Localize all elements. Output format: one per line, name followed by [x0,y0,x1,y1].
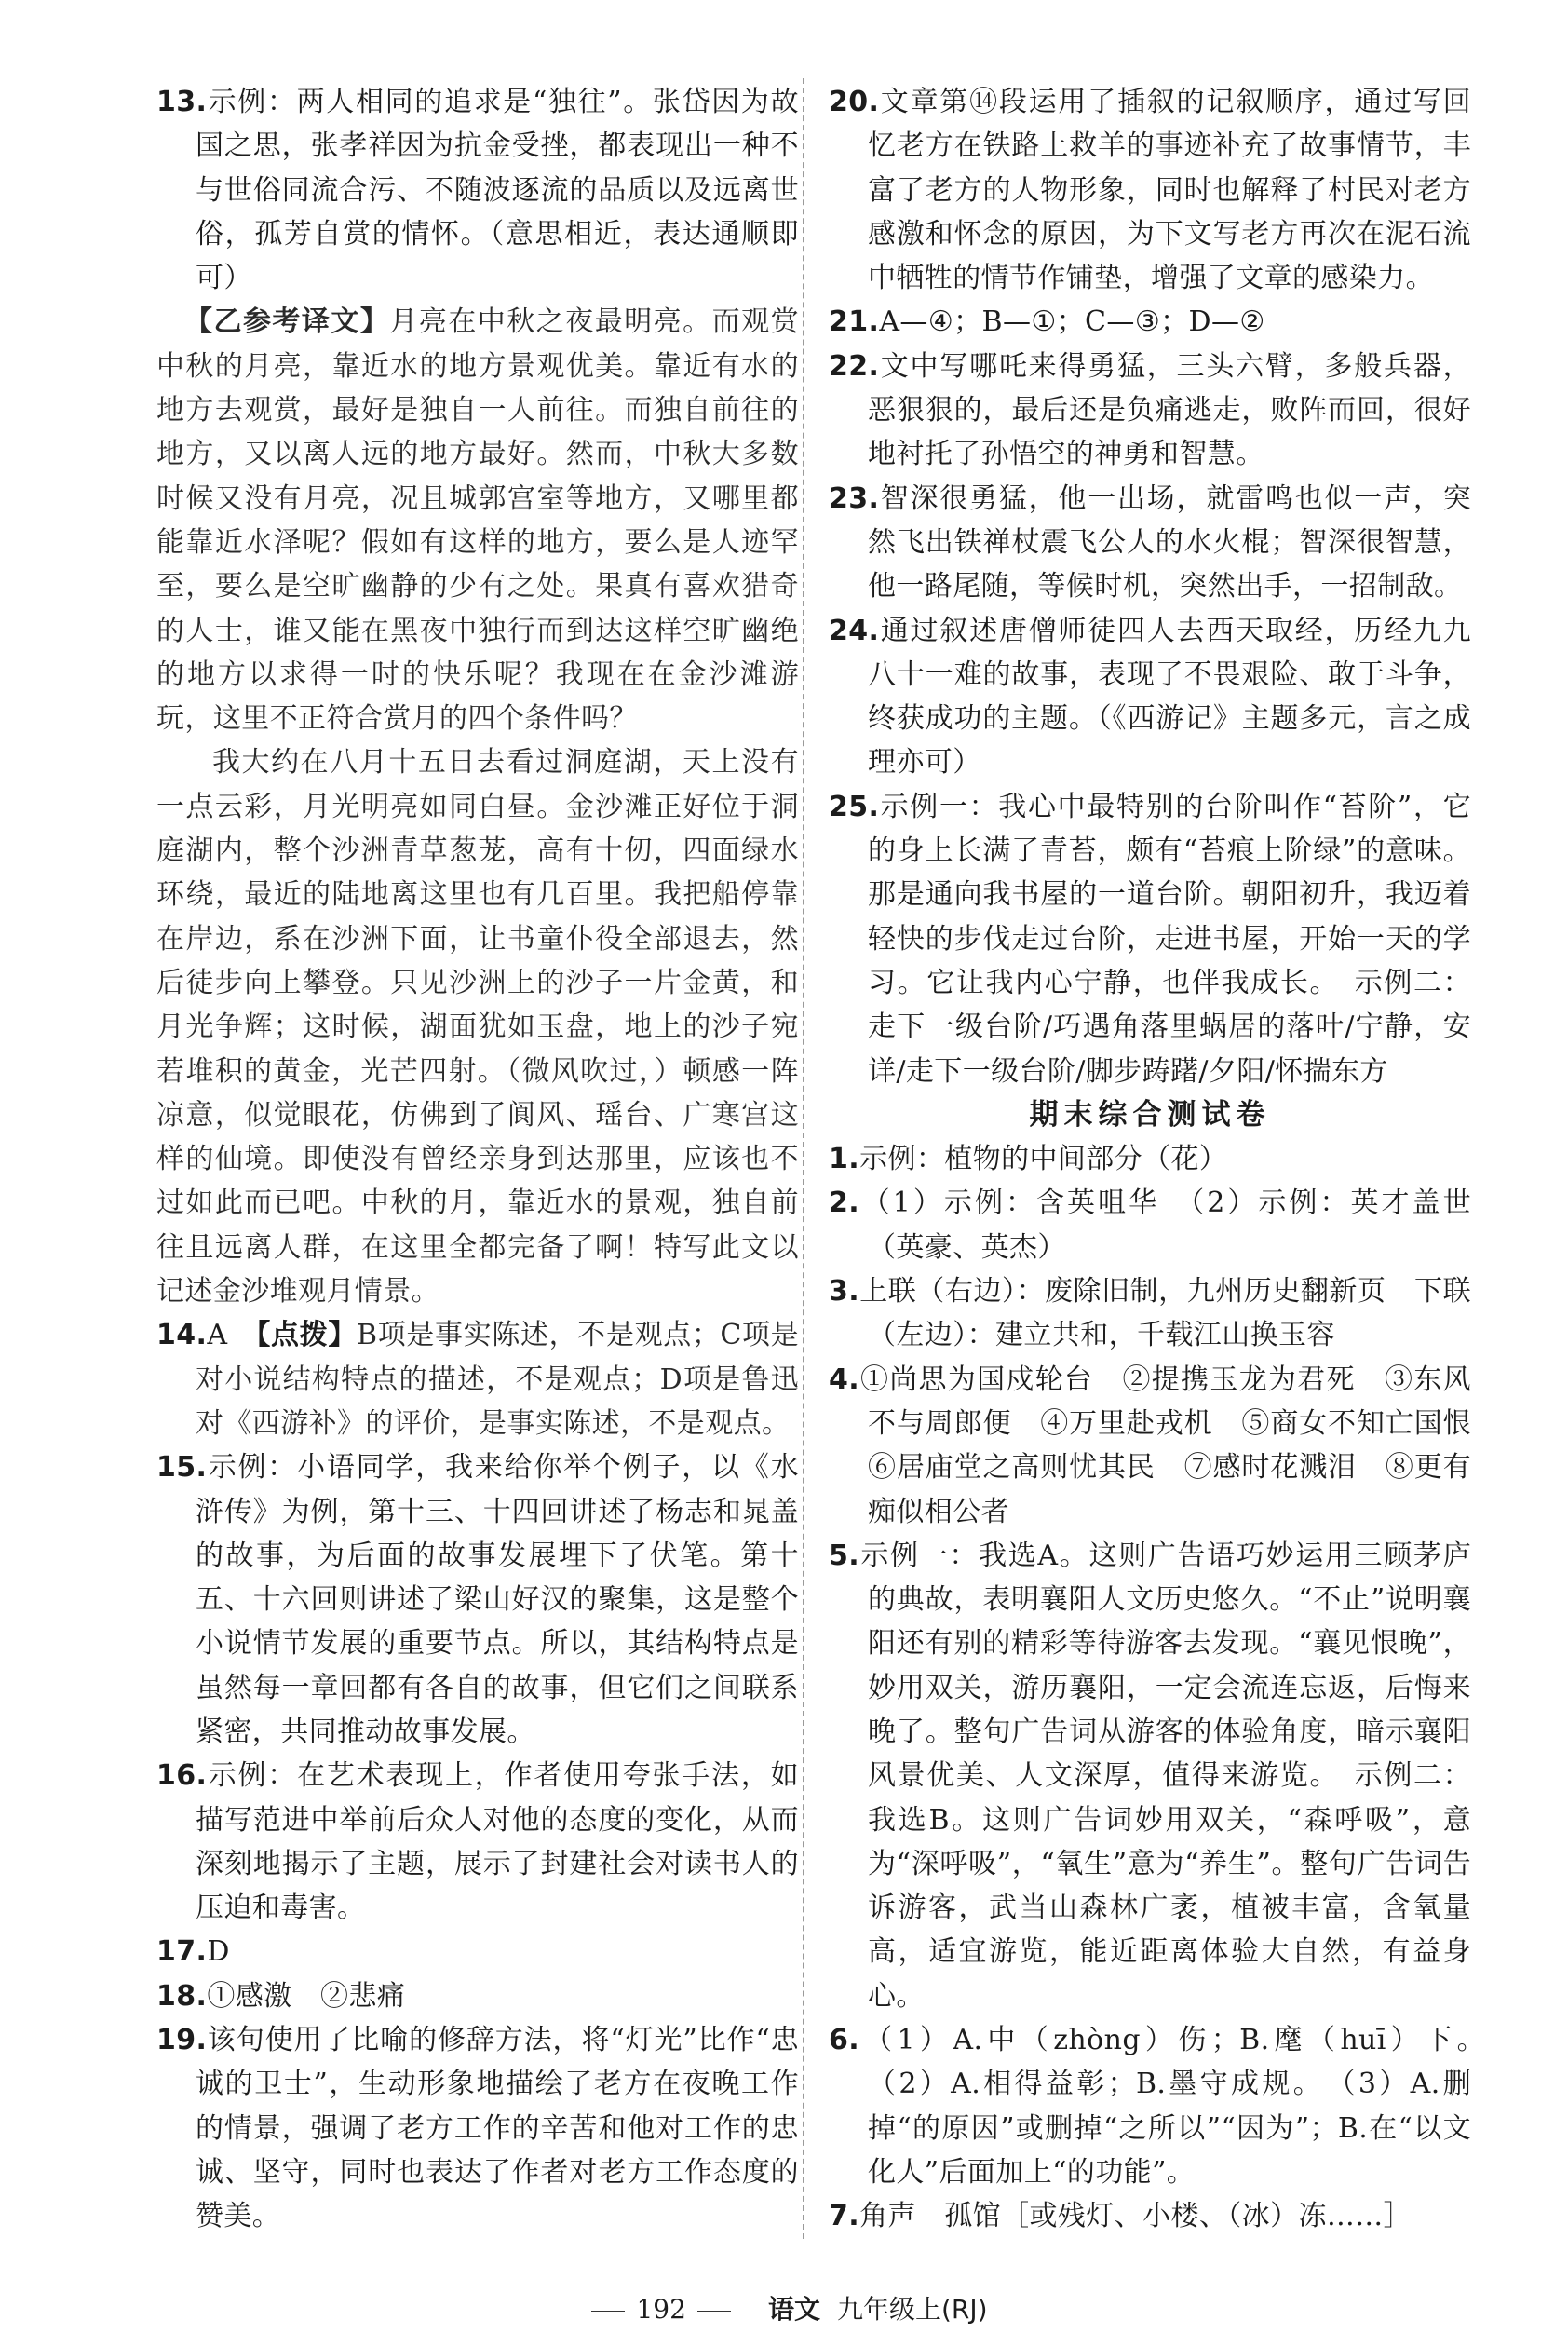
page-number: 192 [636,2294,686,2325]
footer-dash-left [591,2311,625,2312]
answer-19: 19.该句使用了比喻的修辞方法，将“灯光”比作“忠诚的卫士”，生动形象地描绘了老方在夜晚工作的情景，强调了老方工作的辛苦和他对工作的忠诚、坚守，同时也表达了作者对老方工作态度的赞美。 [156,2024,799,2233]
final-answer-7: 7.角声 孤馆［或残灯、小楼、（冰）冻……］ [829,2200,1413,2233]
footer-subject: 语文 [767,2294,820,2325]
translation-paragraph-2: 我大约在八月十五日去看过洞庭湖，天上没有一点云彩，月光明亮如同白昼。金沙滩正好位于洞庭湖内，整个沙洲青草葱茏，高有十仞，四面绿水环绕，最近的陆地离这里也有几百里。我把船停靠在岸边，系在沙洲下面，让书童仆役全部退去，然后徒步向上攀登。只见沙洲上的沙子一片金黄，和月光争辉；这时候，湖面犹如玉盘，地上的沙子宛若堆积的黄金，光芒四射。（微风吹过，）顿感一阵凉意，似觉眼花，仿佛到了阆风、瑶台、广寒宫这样的仙境。即使没有曾经亲身到达那里，应该也不过如此而已吧。中秋的月，靠近水的景观，独自前往且远离人群，在这里全都完备了啊！特写此文以记述金沙堆观月情景。 [156,746,799,1309]
answer-17: 17.D [156,1935,230,1969]
answer-18: 18.①感激 ②悲痛 [156,1979,406,2013]
answer-20: 20.文章第⑭段运用了插叙的记叙顺序，通过写回忆老方在铁路上救羊的事迹补充了故事情节，丰富了老方的人物形象，同时也解释了村民对老方感激和怀念的原因，为下文写老方再次在泥石流中牺牲的情节作铺垫，增强了文章的感染力。 [829,86,1471,295]
answer-14: 14.A 【点拨】B项是事实陈述，不是观点；C项是对小说结构特点的描述，不是观点；D项是鲁迅对《西游补》的评价，是事实陈述，不是观点。 [156,1319,799,1440]
answer-16: 16.示例：在艺术表现上，作者使用夸张手法，如描写范进中举前后众人对他的态度的变化，从而深刻地揭示了主题，展示了封建社会对读书人的压迫和毒害。 [156,1759,799,1925]
section-title: 期末综合测试卷 [1029,1097,1271,1132]
answer-23: 23.智深很勇猛，他一出场，就雷鸣也似一声，突然飞出铁禅杖震飞公人的水火棍；智深很智慧，他一路尾随，等候时机，突然出手，一招制敌。 [829,482,1471,604]
answer-22: 22.文中写哪吒来得勇猛，三头六臂，多般兵器，恶狠狠的，最后还是负痛逃走，败阵而回，很好地衬托了孙悟空的神勇和智慧。 [829,349,1471,471]
answer-13: 13.示例：两人相同的追求是“独往”。张岱因为故国之思，张孝祥因为抗金受挫，都表现出一种不与世俗同流合污、不随波逐流的品质以及远离世俗，孤芳自赏的情怀。（意思相近，表达通顺即可） [156,86,799,295]
footer-grade: 九年级上(RJ) [836,2294,988,2325]
answer-24: 24.通过叙述唐僧师徒四人去西天取经，历经九九八十一难的故事，表现了不畏艰险、敢于斗争，终获成功的主题。（《西游记》主题多元，言之成理亦可） [829,614,1471,780]
answer-15: 15.示例：小语同学，我来给你举个例子，以《水浒传》为例，第十三、十四回讲述了杨志和晁盖的故事，为后面的故事发展埋下了伏笔。第十五、十六回则讲述了梁山好汉的聚集，这是整个小说情节发展的重要节点。所以，其结构特点是虽然每一章回都有各自的故事，但它们之间联系紧密，共同推动故事发展。 [156,1451,799,1748]
final-answer-1: 1.示例：植物的中间部分（花） [829,1143,1228,1176]
translation-paragraph-1: 【乙参考译文】月亮在中秋之夜最明亮。而观赏中秋的月亮，靠近水的地方景观优美。靠近有水的地方去观赏，最好是独自一人前往。而独自前往的地方，又以离人远的地方最好。然而，中秋大多数时候又没有月亮，况且城郭宫室等地方，又哪里都能靠近水泽呢？假如有这样的地方，要么是人迹罕至，要么是空旷幽静的少有之处。果真有喜欢猎奇的人士，谁又能在黑夜中独行而到达这样空旷幽绝的地方以求得一时的快乐呢？我现在在金沙滩游玩，这里不正符合赏月的四个条件吗？ [156,305,799,736]
column-divider [803,78,804,2239]
answer-25: 25.示例一：我心中最特别的台阶叫作“苔阶”，它的身上长满了青苔，颇有“苔痕上阶绿”的意味。那是通向我书屋的一道台阶。朝阳初升，我迈着轻快的步伐走过台阶，走进书屋，开始一天的学习。它让我内心宁静，也伴我成长。 示例二：走下一级台阶/巧遇角落里蜗居的落叶/宁静，安详/走下一级台阶/脚步踌躇/夕阳/怀揣东方 [829,790,1471,1088]
left-column [156,80,799,2239]
answer-21: 21.A—④；B—①；C—③；D—② [829,305,1265,339]
footer-dash-right [697,2311,731,2312]
final-answer-3: 3.上联（右边）：废除旧制，九州历史翻新页 下联（左边）：建立共和，千载江山换玉容 [829,1275,1471,1352]
page-footer [0,2289,1568,2326]
final-answer-6: 6.（1）A.中（zhòng）伤；B.麾（huī）下。 （2）A.相得益彰；B.墨守成规。 （3）A.删掉“的原因”或删掉“之所以”“因为”；B.在“以文化人”后面加上“的功能”。 [829,2024,1500,2189]
final-answer-2: 2.（1）示例：含英咀华 （2）示例：英才盖世（英豪、英杰） [829,1187,1471,1264]
final-answer-5: 5.示例一：我选A。这则广告语巧妙运用三顾茅庐的典故，表明襄阳人文历史悠久。“不止”说明襄阳还有别的精彩等待游客去发现。“襄见恨晚”，妙用双关，游历襄阳，一定会流连忘返，后悔来晚了。整句广告词从游客的体验角度，暗示襄阳风景优美、人文深厚，值得来游览。 示例二：我选B。这则广告词妙用双关，“森呼吸”，意为“深呼吸”，“氧生”意为“养生”。整句广告词告诉游客，武当山森林广袤，植被丰富，含氧量高，适宜游览，能近距离体验大自然，有益身心。 [829,1539,1471,2013]
right-column [829,80,1500,2239]
final-answer-4: 4.①尚思为国戍轮台 ②提携玉龙为君死 ③东风不与周郎便 ④万里赴戎机 ⑤商女不知亡国恨 ⑥居庙堂之高则忧其民 ⑦感时花溅泪 ⑧更有痴似相公者 [829,1363,1500,1528]
